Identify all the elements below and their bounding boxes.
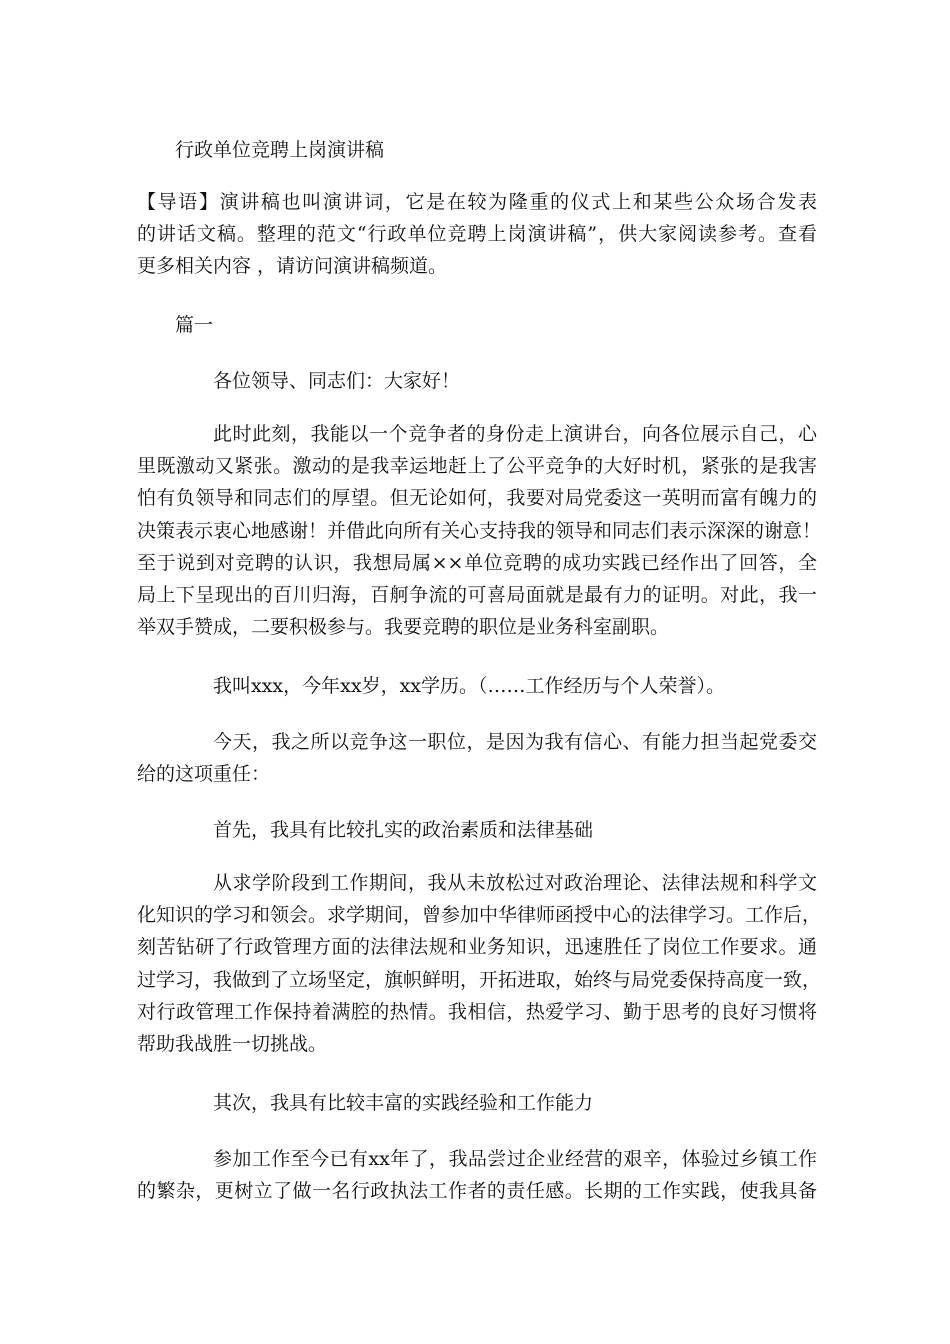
paragraph-3 — [137, 726, 817, 790]
text-line: 化知识的学习和领会。求学期间，曾参加中华律师函授中心的法律学习。工作后， — [137, 904, 822, 927]
text-line: 的讲话文稿。整理的范文“行政单位竞聘上岗演讲稿”，供大家阅读参考。查看 — [137, 223, 817, 246]
subheading-1: 首先，我具有比较扎实的政治素质和法律基础 — [213, 819, 594, 841]
text-line: 怕有负领导和同志们的厚望。但无论如何，我要对局党委这一英明而富有魄力的 — [137, 487, 817, 510]
paragraph-4 — [137, 867, 822, 1060]
text-line: 此时此刻，我能以一个竞争者的身份走上演讲台，向各位展示自己，心 — [213, 423, 817, 445]
text-line: 举双手赞成，二要积极参与。我要竞聘的职位是业务科室副职。 — [137, 616, 670, 639]
text-line: 给的这项重任： — [137, 763, 271, 786]
greeting: 各位领导、同志们：大家好！ — [213, 370, 461, 392]
text-line: 里既激动又紧张。激动的是我幸运地赶上了公平竞争的大好时机，紧张的是我害 — [137, 455, 817, 478]
text-line: 过学习，我做到了立场坚定，旗帜鲜明，开拓进取，始终与局党委保持高度一致， — [137, 968, 822, 991]
document-title: 行政单位竞聘上岗演讲稿 — [175, 139, 385, 161]
text-line: 对行政管理工作保持着满腔的热情。我相信，热爱学习、勤于思考的良好习惯将 — [137, 1000, 817, 1023]
paragraph-5 — [137, 1143, 817, 1207]
text-line: 至于说到对竞聘的认识，我想局属××单位竞聘的成功实践已经作出了回答，全 — [137, 551, 817, 574]
text-line: 参加工作至今已有xx年了，我品尝过企业经营的艰辛，体验过乡镇工作 — [213, 1148, 817, 1170]
text-line: 更多相关内容 ，请访问演讲稿频道。 — [137, 255, 448, 278]
subheading-2: 其次，我具有比较丰富的实践经验和工作能力 — [213, 1092, 594, 1114]
text-line: 今天，我之所以竞争这一职位，是因为我有信心、有能力担当起党委交 — [213, 731, 817, 753]
text-line: 帮助我战胜一切挑战。 — [137, 1033, 328, 1056]
text-line: 从求学阶段到工作期间，我从未放松过对政治理论、法律法规和科学文 — [213, 872, 817, 894]
text-line: 【导语】演讲稿也叫演讲词，它是在较为隆重的仪式上和某些公众场合发表 — [137, 191, 817, 213]
text-line: 的繁杂，更树立了做一名行政执法工作者的责任感。长期的工作实践，使我具备 — [137, 1180, 817, 1203]
text-line: 决策表示衷心地感谢！并借此向所有关心支持我的领导和同志们表示深深的谢意！ — [137, 519, 822, 542]
section-heading: 篇一 — [175, 314, 214, 336]
text-line: 局上下呈现出的百川归海，百舸争流的可喜局面就是最有力的证明。对此，我一 — [137, 584, 817, 607]
text-line: 刻苦钻研了行政管理方面的法律法规和业务知识，迅速胜任了岗位工作要求。通 — [137, 936, 817, 959]
paragraph-2: 我叫xxx，今年xx岁，xx学历。（……工作经历与个人荣誉）。 — [213, 675, 726, 697]
intro-paragraph — [137, 186, 817, 283]
paragraph-1 — [137, 418, 822, 643]
